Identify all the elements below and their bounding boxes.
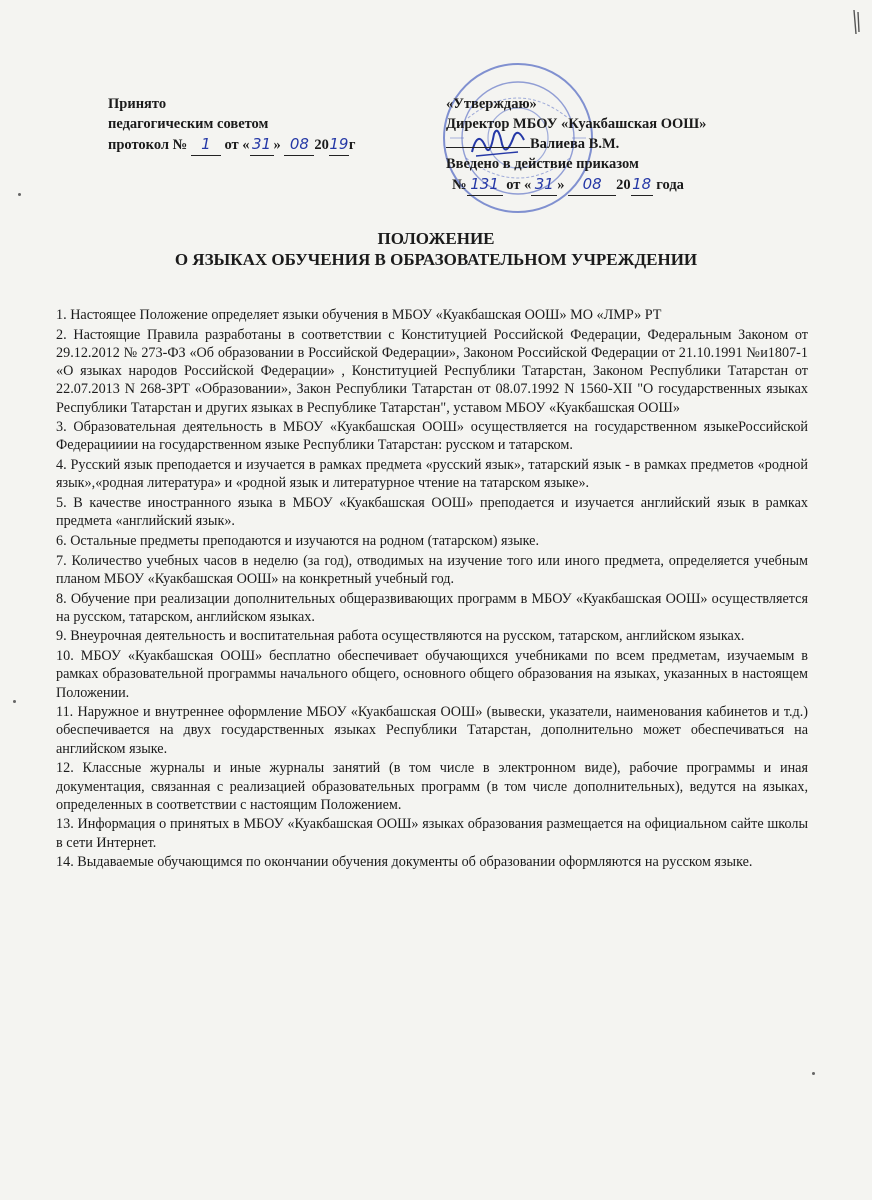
protocol-from-prefix: от « bbox=[224, 137, 250, 153]
protocol-from-mid: » bbox=[273, 137, 285, 153]
document-body bbox=[56, 306, 808, 873]
clause-12: 12. Классные журналы и иные журналы занятий (в том числе в электронном виде), рабочие программы и иная документация, связанная с реализацией образовательных программ (в том числе дополнительных), ведутся на языках, определенных в соответствии с настоящим Положением. bbox=[56, 760, 808, 813]
approve-label: «Утверждаю» bbox=[446, 96, 537, 112]
clause-9: 9. Внеурочная деятельность и воспитательная работа осуществляются на русском, татарском, английском языках. bbox=[56, 628, 745, 645]
clause-2: 2. Настоящие Правила разработаны в соответствии с Конституцией Российской Федерации, Федеральным Законом от 29.12.2012 № 273-ФЗ «Об образовании в Российской Федерации», Законом Российской Федерации от 21.10.1991 №и1807-1 «О языках народов Российской Федерации» , Конституцией Республики Татарстан, Законом Республики Татарстан от 22.07.2013 N 268-ЗРТ «Образовании», Закон Республики Татарстан от 08.07.1992 N 1560-XII "О государственных языках Республики Татарстан и других языках в Республике Татарстан", уставом МБОУ «Куакбашская ООШ» bbox=[56, 326, 808, 416]
protocol-number: 1 bbox=[201, 135, 211, 153]
corner-mark bbox=[852, 8, 862, 36]
order-line bbox=[452, 174, 706, 196]
order-prefix: № bbox=[452, 177, 467, 193]
clause-13: 13. Информация о принятых в МБОУ «Куакбашская ООШ» языках образования размещается на официальном сайте школы в сети Интернет. bbox=[56, 816, 808, 851]
paper-speck bbox=[18, 193, 21, 196]
clause-7: 7. Количество учебных часов в неделю (за год), отводимых на изучение того или иного предмета, определяется учебным планом МБОУ «Куакбашская ООШ» на конкретный учебный год. bbox=[56, 552, 808, 587]
protocol-day: 31 bbox=[251, 135, 272, 153]
order-from-mid: » bbox=[557, 177, 569, 193]
clause-1: 1. Настоящее Положение определяет языки обучения в МБОУ «Куакбашская ООШ» МО «ЛМР» РТ bbox=[56, 307, 662, 323]
order-month: 08 bbox=[582, 175, 602, 193]
document-title bbox=[0, 228, 872, 270]
protocol-prefix: протокол № bbox=[108, 137, 188, 153]
accepted-label: Принято bbox=[108, 96, 167, 112]
introduced-label: Введено в действие приказом bbox=[446, 156, 639, 172]
paper-speck bbox=[812, 1072, 815, 1075]
protocol-line bbox=[108, 134, 356, 156]
clause-5: 5. В качестве иностранного языка в МБОУ «Куакбашская ООШ» преподается и изучается английский язык в рамках предмета «английский язык». bbox=[56, 495, 808, 530]
approval-council-block bbox=[108, 94, 356, 156]
order-year: 18 bbox=[632, 175, 652, 193]
protocol-year: 19 bbox=[329, 135, 349, 153]
clause-3: 3. Образовательная деятельность в МБОУ «Куакбашская ООШ» осуществляется на государственном языкеРоссийской Федерацииии на государственном языке Республики Татарстан: русском и татарском. bbox=[56, 419, 808, 454]
order-year-suffix: года bbox=[652, 177, 684, 193]
director-approval-block bbox=[446, 94, 706, 196]
clause-10: 10. МБОУ «Куакбашская ООШ» бесплатно обеспечивает обучающихся учебниками по всем предметам, изучаемым в рамках образовательной программы начального общего, основного общего образования на языках, указанных в настоящем Положении. bbox=[56, 648, 808, 701]
director-signature-line bbox=[446, 134, 706, 154]
clause-6: 6. Остальные предметы преподаются и изучаются на родном (татарском) языке. bbox=[56, 532, 540, 549]
clause-14: 14. Выдаваемые обучающимся по окончании обучения документы об образовании оформляются на русском языке. bbox=[56, 854, 753, 871]
paper-speck bbox=[13, 700, 16, 703]
clause-4: 4. Русский язык преподается и изучается в рамках предмета «русский язык», татарский язык - в рамках предметов «родной язык»,«родная литература» и «родной язык и литературное чтение на татарском языке». bbox=[56, 457, 808, 492]
clause-8: 8. Обучение при реализации дополнительных общеразвивающих программ в МБОУ «Куакбашская ООШ» осуществляется на русском, татарском, английском языках. bbox=[56, 590, 808, 625]
protocol-year-suffix: г bbox=[348, 137, 356, 153]
clause-11: 11. Наружное и внутреннее оформление МБОУ «Куакбашская ООШ» (вывески, указатели, наименования кабинетов и т.д.) обеспечивается на двух государственных языках Республики Татарстан, дополнительно может обеспечиваться на английском языке. bbox=[56, 704, 808, 757]
title-line-2: О ЯЗЫКАХ ОБУЧЕНИЯ В ОБРАЗОВАТЕЛЬНОМ УЧРЕЖДЕНИИ bbox=[174, 250, 698, 269]
order-number: 131 bbox=[470, 175, 499, 193]
director-title: Директор МБОУ «Куакбашская ООШ» bbox=[446, 116, 707, 132]
council-label: педагогическим советом bbox=[108, 116, 269, 132]
order-from-prefix: от « bbox=[502, 177, 532, 193]
order-day: 31 bbox=[534, 175, 554, 193]
protocol-month: 08 bbox=[289, 135, 309, 153]
order-year-prefix: 20 bbox=[616, 177, 631, 193]
title-line-1: ПОЛОЖЕНИЕ bbox=[377, 229, 495, 248]
director-name: Валиева В.М. bbox=[530, 136, 620, 152]
protocol-year-prefix: 20 bbox=[314, 137, 329, 153]
